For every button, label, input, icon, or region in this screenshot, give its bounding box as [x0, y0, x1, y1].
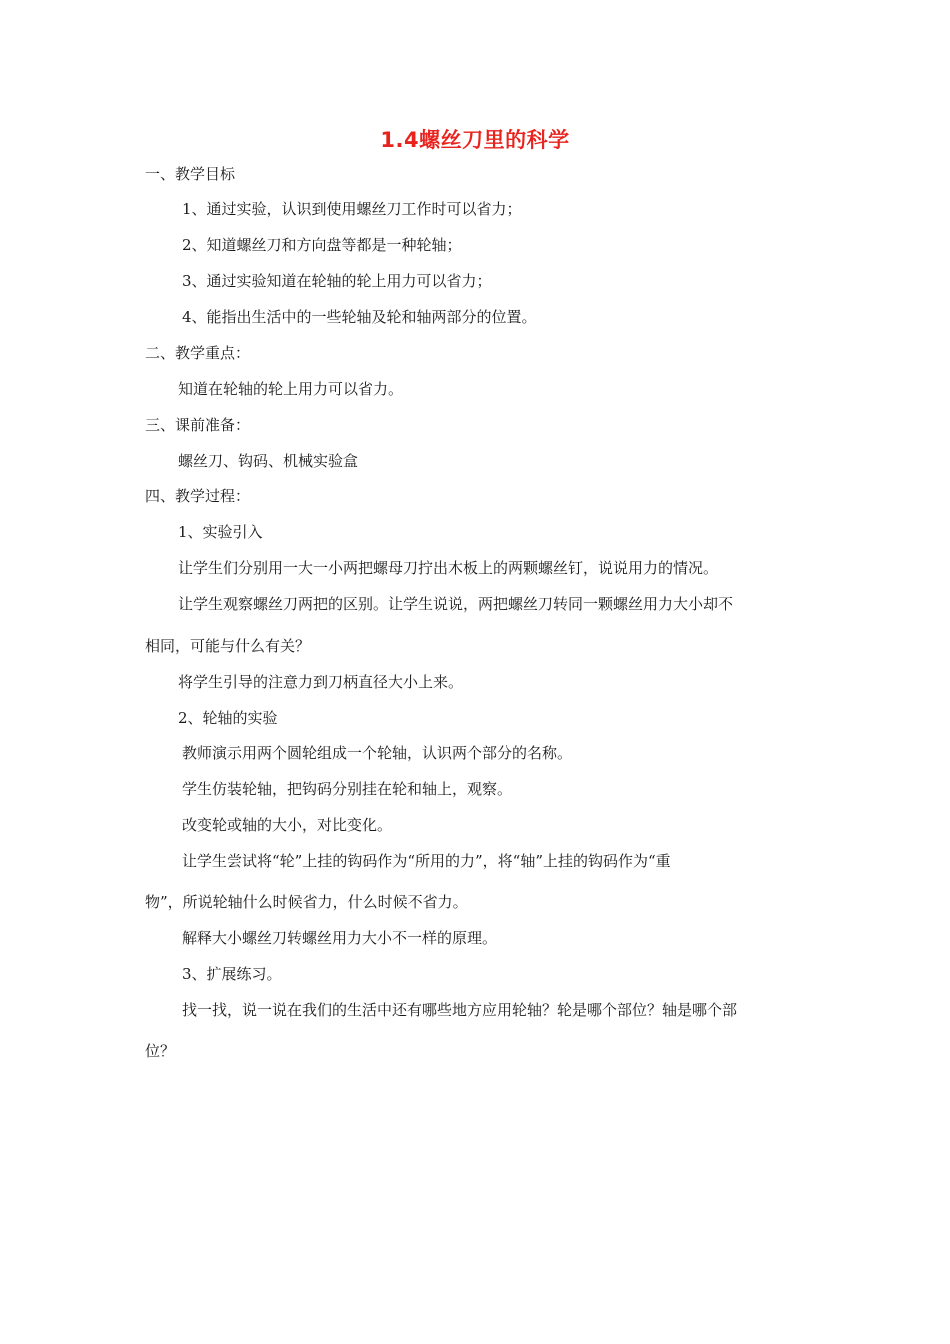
process-step-2-heading: 2、轮轴的实验	[178, 709, 278, 727]
preparation-text: 螺丝刀、钩码、机械实验盒	[178, 452, 359, 470]
section-heading-key-points: 二、教学重点：	[145, 344, 251, 362]
process-step-2-line-2: 学生仿装轮轴，把钩码分别挂在轮和轴上，观察。	[182, 780, 513, 798]
section-heading-objectives: 一、教学目标	[145, 165, 236, 183]
process-step-2-line-3: 改变轮或轴的大小，对比变化。	[182, 816, 393, 834]
process-step-3-line-1b: 位？	[145, 1042, 176, 1060]
process-step-2-line-5: 解释大小螺丝刀转螺丝用力大小不一样的原理。	[182, 929, 498, 947]
process-step-2-line-4a: 让学生尝试将“轮”上挂的钩码作为“所用的力”，将“轴”上挂的钩码作为“重	[182, 852, 671, 870]
process-step-2-line-1: 教师演示用两个圆轮组成一个轮轴，认识两个部分的名称。	[182, 744, 573, 762]
process-step-1-line-1: 让学生们分别用一大一小两把螺母刀拧出木板上的两颗螺丝钉，说说用力的情况。	[178, 559, 719, 577]
objective-item-3: 3、通过实验知道在轮轴的轮上用力可以省力；	[182, 272, 492, 290]
section-heading-preparation: 三、课前准备：	[145, 416, 251, 434]
process-step-2-line-4b: 物”，所说轮轴什么时候省力，什么时候不省力。	[145, 893, 468, 911]
process-step-1-line-3: 将学生引导的注意力到刀柄直径大小上来。	[178, 673, 464, 691]
process-step-1-heading: 1、实验引入	[178, 523, 263, 541]
process-step-3-line-1a: 找一找，说一说在我们的生活中还有哪些地方应用轮轴？轮是哪个部位？轴是哪个部	[182, 1001, 738, 1019]
key-point-text: 知道在轮轴的轮上用力可以省力。	[178, 380, 404, 398]
objective-item-4: 4、能指出生活中的一些轮轴及轮和轴两部分的位置。	[182, 308, 537, 326]
process-step-1-line-2b: 相同，可能与什么有关？	[145, 637, 311, 655]
section-heading-process: 四、教学过程：	[145, 487, 251, 505]
objective-item-1: 1、通过实验，认识到使用螺丝刀工作时可以省力；	[182, 200, 522, 218]
process-step-1-line-2a: 让学生观察螺丝刀两把的区别。让学生说说，两把螺丝刀转同一颗螺丝用力大小却不	[178, 595, 734, 613]
process-step-3-heading: 3、扩展练习。	[182, 965, 282, 983]
document-title: 1.4螺丝刀里的科学	[380, 128, 570, 152]
objective-item-2: 2、知道螺丝刀和方向盘等都是一种轮轴；	[182, 236, 462, 254]
